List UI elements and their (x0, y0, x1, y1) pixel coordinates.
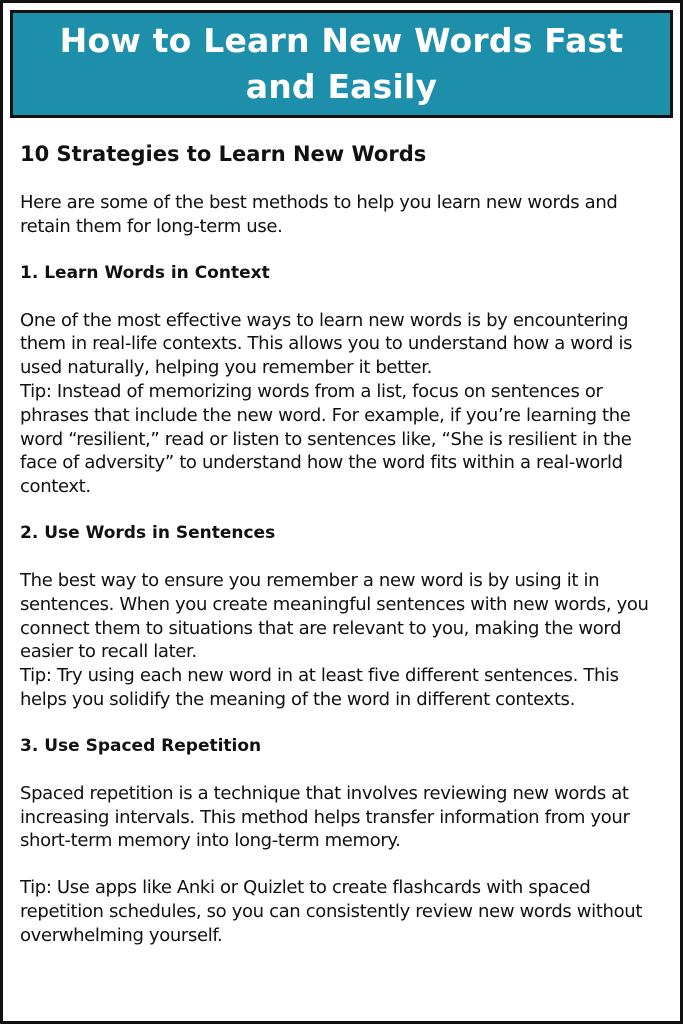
strategy-body: Spaced repetition is a technique that involves reviewing new words at increasing intervals. This method helps transfer information from your short-term memory into long-term memory. (20, 782, 630, 852)
strategy-heading: 3. Use Spaced Repetition (20, 735, 262, 756)
strategy-body: The best way to ensure you remember a new word is by using it in sentences. When you create meaningful sentences with new words, you connect them to situations that are relevant to you, making the word easier to recall later. (20, 569, 649, 663)
strategy-tip: Tip: Instead of memorizing words from a list, focus on sentences or phrases that include the new word. For example, if you’re learning the word “resilient,” read or listen to sentences like, “She is resilient in the face of adversity” to understand how the word fits within a real-world context. (20, 380, 632, 498)
section-heading: 10 Strategies to Learn New Words (20, 142, 427, 166)
strategy-3 (20, 734, 670, 948)
strategy-1 (20, 261, 670, 499)
title-banner (10, 10, 673, 118)
strategy-tip: Tip: Use apps like Anki or Quizlet to create flashcards with spaced repetition schedules, so you can consistently review new words without overwhelming yourself. (20, 877, 643, 946)
strategy-2 (20, 521, 670, 712)
page-title: How to Learn New Words Fast and Easily (59, 21, 624, 106)
strategy-tip: Tip: Try using each new word in at least five different sentences. This helps you solidify the meaning of the word in different contexts. (20, 665, 619, 710)
strategy-body: One of the most effective ways to learn new words is by encountering them in real-life contexts. This allows you to understand how a word is used naturally, helping you remember it better. (20, 309, 633, 379)
strategy-heading: 2. Use Words in Sentences (20, 522, 276, 543)
article-content (20, 139, 670, 948)
intro-paragraph: Here are some of the best methods to help you learn new words and retain them for long-term use. (20, 192, 618, 237)
strategy-heading: 1. Learn Words in Context (20, 262, 270, 283)
